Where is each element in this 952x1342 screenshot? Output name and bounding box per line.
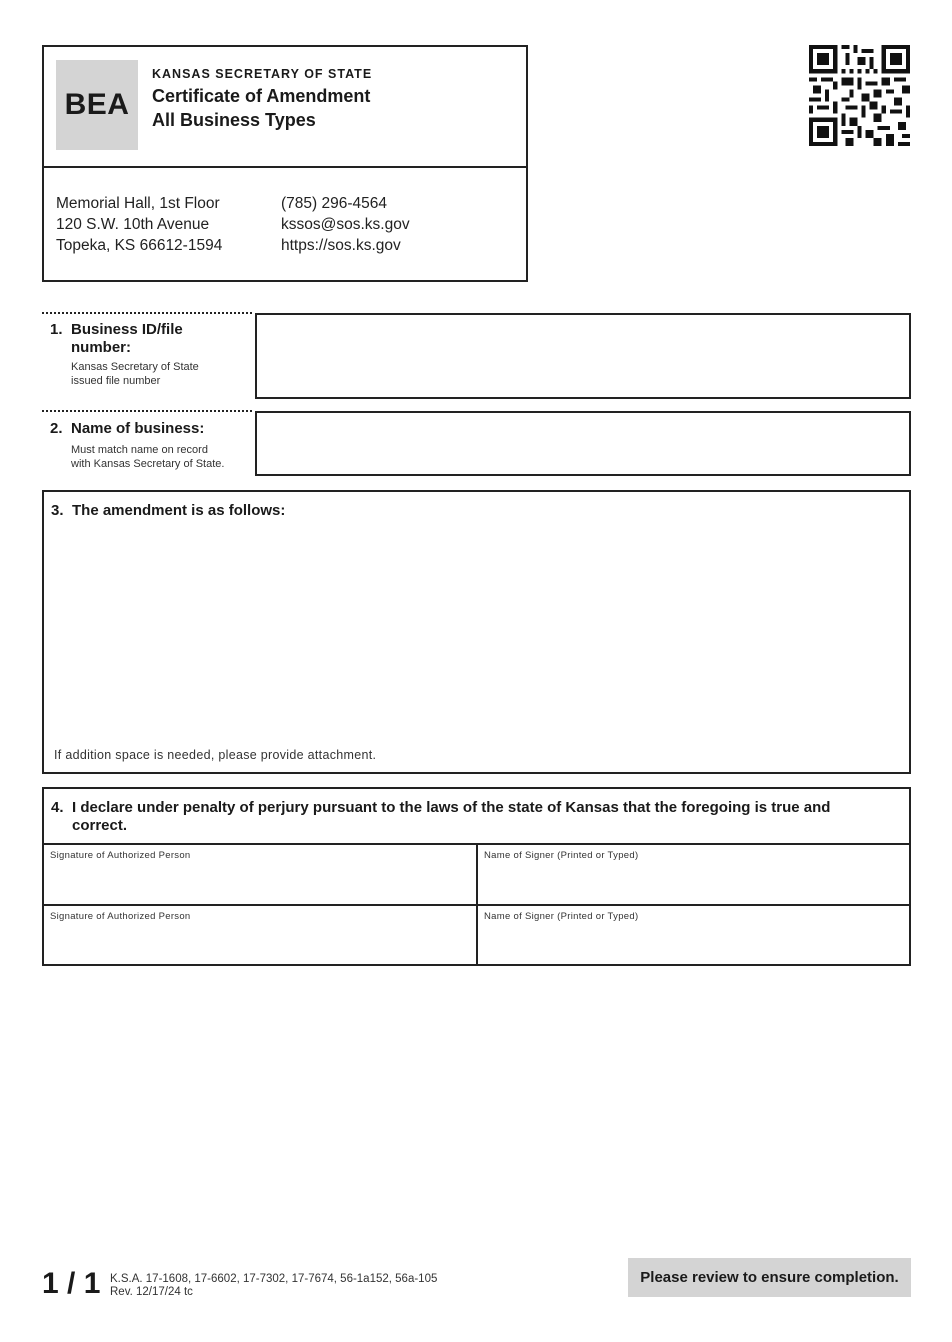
agency-name: KANSAS SECRETARY OF STATE [152, 67, 373, 81]
signer-name-caption: Name of Signer (Printed or Typed) [484, 911, 639, 922]
address-line: Topeka, KS 66612-1594 [56, 237, 223, 254]
business-name-help-cont: with Kansas Secretary of State. [71, 458, 225, 470]
amendment-label: The amendment is as follows: [72, 502, 286, 519]
page-indicator: 1 / 1 [42, 1267, 101, 1300]
field-number: 1. [50, 321, 63, 338]
qr-code-image [809, 45, 910, 146]
signer-name-caption: Name of Signer (Printed or Typed) [484, 850, 639, 861]
signature-caption: Signature of Authorized Person [50, 850, 191, 861]
field-number: 3. [51, 502, 64, 519]
business-id-label-cont: number: [71, 339, 131, 356]
declaration-text: I declare under penalty of perjury pursuant to the laws of the state of Kansas that the foregoing is true and correct. [72, 799, 831, 834]
revision-date: Rev. 12/17/24 tc [110, 1286, 193, 1298]
business-id-help-cont: issued file number [71, 375, 161, 387]
business-name-help: Must match name on record [71, 444, 208, 456]
form-subtitle: All Business Types [152, 110, 316, 130]
address-line: Memorial Hall, 1st Floor [56, 195, 220, 212]
signature-caption: Signature of Authorized Person [50, 911, 191, 922]
signature-field-2[interactable] [44, 906, 476, 964]
email-link[interactable]: kssos@sos.ks.gov [281, 216, 410, 233]
form-title: Certificate of Amendment [152, 86, 371, 106]
dotted-rule [42, 410, 252, 412]
declaration-box [42, 787, 911, 966]
business-name-input[interactable] [255, 411, 911, 476]
phone-number: (785) 296-4564 [281, 195, 387, 212]
form-code-badge: BEA [56, 60, 138, 150]
review-completion-button[interactable]: Please review to ensure completion. [628, 1258, 911, 1297]
signature-field-1[interactable] [44, 845, 476, 904]
dotted-rule [42, 312, 252, 314]
business-id-help: Kansas Secretary of State [71, 361, 199, 373]
business-id-input[interactable] [255, 313, 911, 399]
field-number: 4. [51, 799, 64, 816]
signer-name-field-1[interactable] [478, 845, 909, 904]
attachment-note: If addition space is needed, please provide attachment. [54, 748, 377, 762]
business-id-label: Business ID/file [71, 321, 183, 338]
statute-reference: K.S.A. 17-1608, 17-6602, 17-7302, 17-7674, 56-1a152, 56a-105 [110, 1273, 438, 1285]
website-link[interactable]: https://sos.ks.gov [281, 237, 401, 254]
signer-name-field-2[interactable] [478, 906, 909, 964]
header-divider [44, 166, 526, 168]
header-box [42, 45, 528, 282]
amendment-textarea[interactable] [42, 490, 911, 774]
field-number: 2. [50, 420, 63, 437]
address-line: 120 S.W. 10th Avenue [56, 216, 210, 233]
business-name-label: Name of business: [71, 420, 205, 437]
